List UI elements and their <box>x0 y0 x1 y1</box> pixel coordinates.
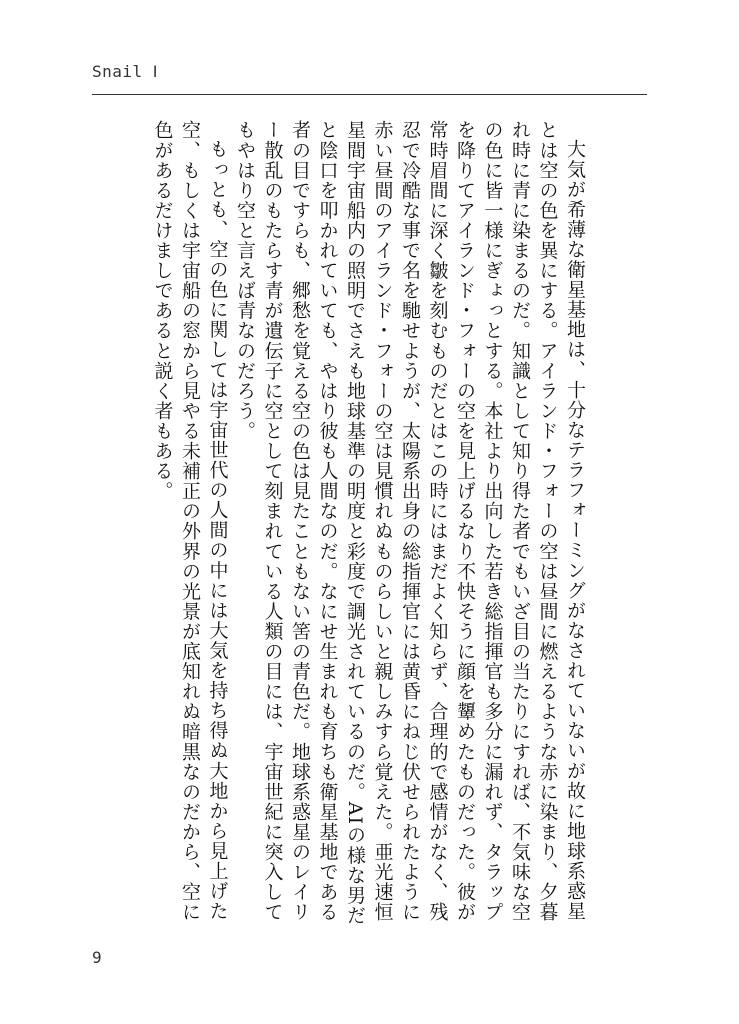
page-number: 9 <box>92 948 102 967</box>
running-header: Snail Ⅰ <box>92 62 159 81</box>
paragraph-1: 大気が希薄な衛星基地は、十分なテラフォーミングがなされていないが故に地球系惑星とは空の色を異にする。アイランド・フォーの空は昼間に燃えるような赤に染まり、夕暮れ時に青に染まるのだ。知識として知り得た者でもいざ目の当たりにすれば、不気味な空の色に皆一様にぎょっとする。本社より出向した若き総指揮官も多分に漏れず、タラップを降りてアイランド・フォーの空を見上げるなり不快そうに顔を顰めたものだった。彼が常時眉間に深く皺を刻むものだとはこの時にはまだよく知らず、合理的で感情がなく、残忍で冷酷な事で名を馳せようが、太陽系出身の総指揮官には黄昏にねじ伏せられたように赤い昼間のアイランド・フォーの空は見慣れぬものらしいと親しみすら覚えた。亜光速恒星間宇宙船内の照明でさえも地球基準の明度と彩度で調光されているのだ。AIの様な男だと陰口を叩かれていても、やはり彼も人間なのだ。なにせ生まれも育ちも衛星基地である者の目ですらも、郷愁を覚える空の色は見たこともない筈の青色だ。地球系惑星のレイリー散乱のもたらす青が遺伝子に空として刻まれている人類の目には、宇宙世紀に突入してもやはり空と言えば青なのだろう。 <box>234 120 586 926</box>
header-divider <box>92 94 647 95</box>
paragraph-2: もっとも、空の色に関しては宇宙世代の人間の中には大気を持ち得ぬ大地から見上げた空、もしくは宇宙船の窓から見やる未補正の外界の光景が底知れぬ暗黒なのだから、空に色があるだけましであると説く者もある。 <box>151 120 229 922</box>
body-text <box>88 120 588 930</box>
